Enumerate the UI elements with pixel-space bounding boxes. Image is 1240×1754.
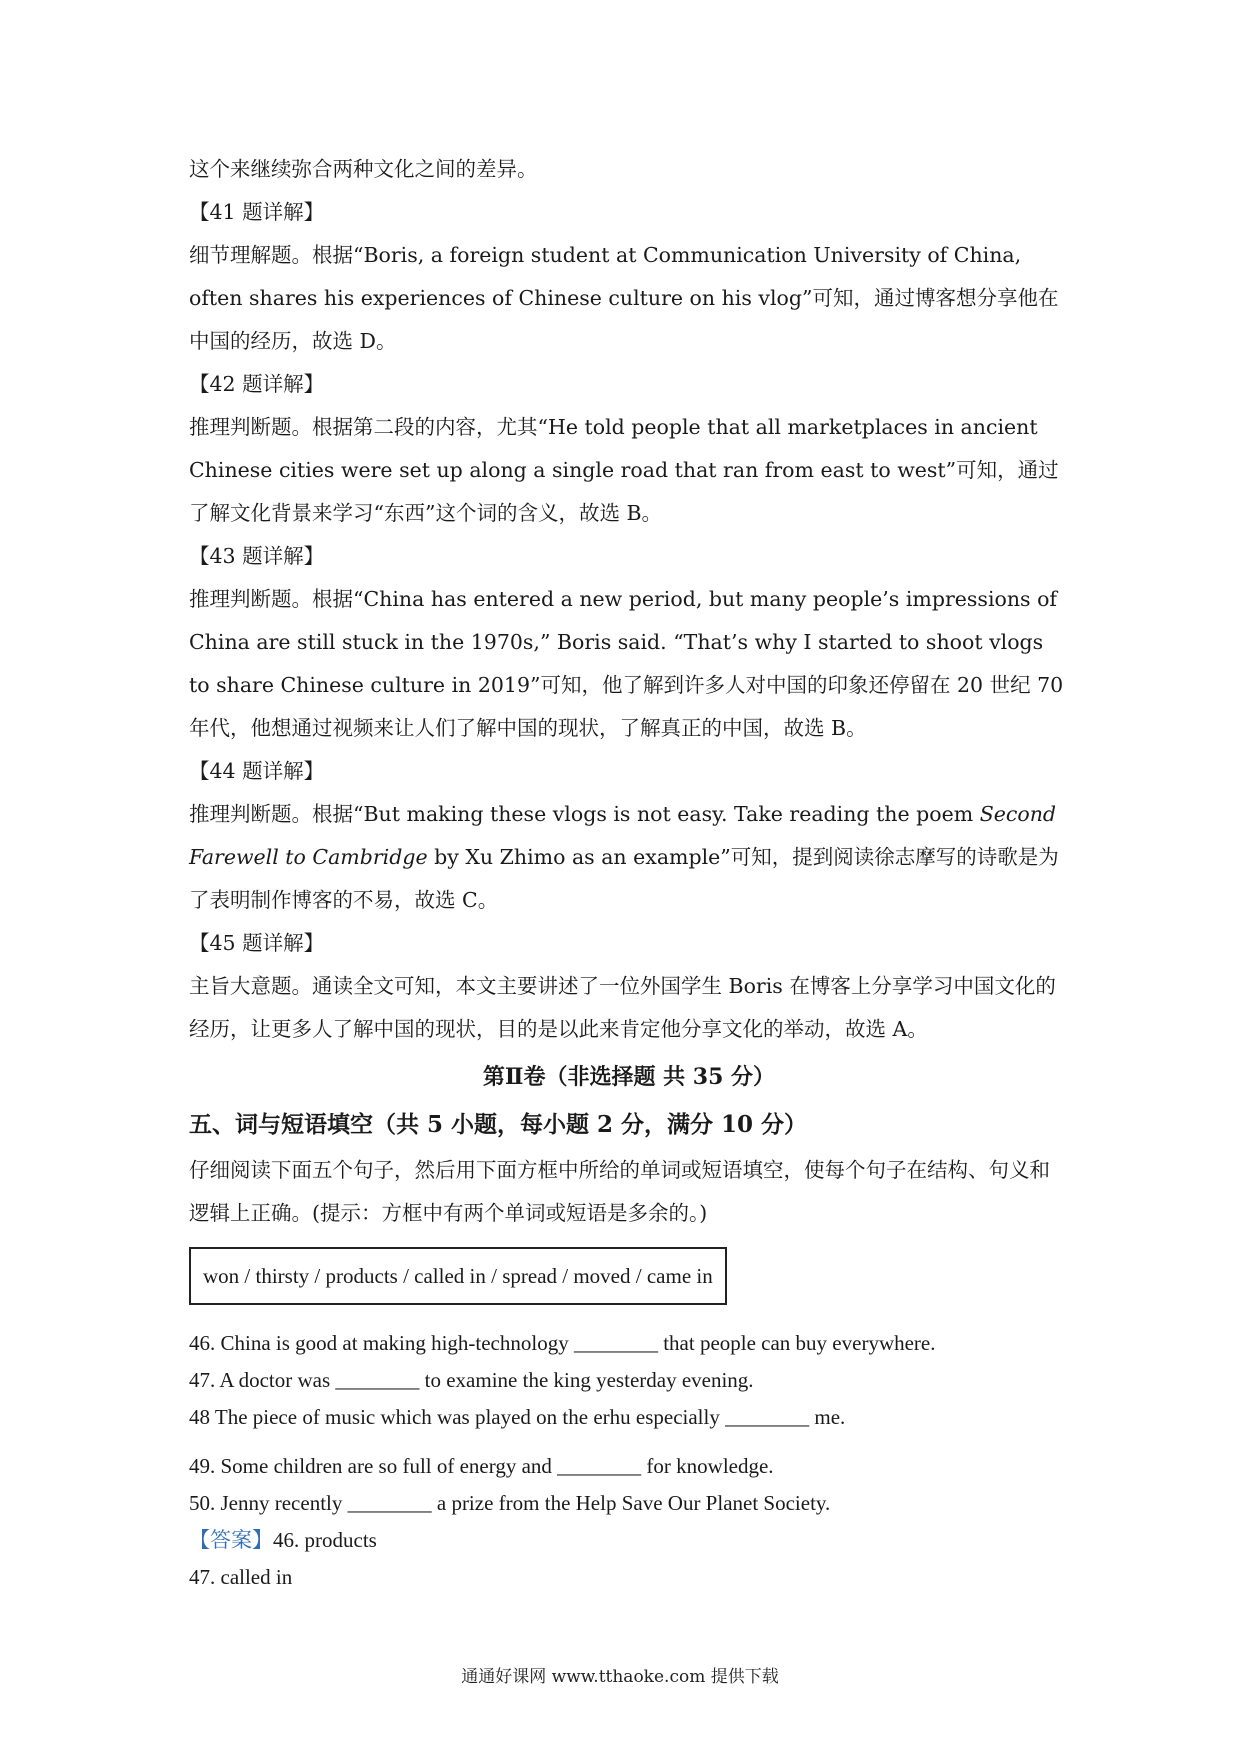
poem-title: Second Farewell to Cambridge bbox=[189, 802, 1057, 869]
q43-explanation: 推理判断题。根据“China has entered a new period, but many people’s impressions of China are still stuck in the 1970s,” Boris said. “That’s why I started to shoot vlogs to share Chinese culture in 2019”可知，他了解到许多人对中国的印象还停留在 20 世纪 70 年代，他想通过视频来让人们了解中国的现状，了解真正的中国，故选 B。 bbox=[189, 587, 1064, 740]
lead-sentence: 这个来继续弥合两种文化之间的差异。 bbox=[189, 157, 538, 181]
q45-explanation: 主旨大意题。通读全文可知，本文主要讲述了一位外国学生 Boris 在博客上分享学习中国文化的经历，让更多人了解中国的现状，目的是以此来肯定他分享文化的举动，故选 A。 bbox=[189, 974, 1056, 1041]
q41-heading: 【41 题详解】 bbox=[189, 200, 325, 224]
q43-heading: 【43 题详解】 bbox=[189, 544, 325, 568]
q41-explanation: 细节理解题。根据“Boris, a foreign student at Communication University of China, often shares his experiences of Chinese culture on his vlog”可知，通过博客想分享他在中国的经历，故选 D。 bbox=[189, 243, 1059, 353]
question-49: 49. Some children are so full of energy and ________ for knowledge. bbox=[189, 1454, 774, 1478]
answer-46: 46. products bbox=[273, 1528, 377, 1552]
page-content bbox=[189, 148, 1069, 1596]
instructions: 仔细阅读下面五个句子，然后用下面方框中所给的单词或短语填空，使每个句子在结构、句义和逻辑上正确。(提示：方框中有两个单词或短语是多余的。) bbox=[189, 1158, 1050, 1225]
q42-heading: 【42 题详解】 bbox=[189, 372, 325, 396]
q45-heading: 【45 题详解】 bbox=[189, 931, 325, 955]
section-title: 第Ⅱ卷（非选择题 共 35 分） bbox=[482, 1064, 776, 1090]
q44-heading: 【44 题详解】 bbox=[189, 759, 325, 783]
question-48: 48 The piece of music which was played on the erhu especially ________ me. bbox=[189, 1405, 846, 1429]
q44-text-after: by Xu Zhimo as an example”可知，提到阅读徐志摩写的诗歌是为了表明制作博客的不易，故选 C。 bbox=[189, 845, 1059, 912]
page-footer: 通通好课网 www.tthaoke.com 提供下载 bbox=[461, 1667, 779, 1687]
part-title: 五、词与短语填空（共 5 小题，每小题 2 分，满分 10 分） bbox=[189, 1111, 808, 1138]
question-50: 50. Jenny recently ________ a prize from the Help Save Our Planet Society. bbox=[189, 1491, 831, 1515]
q42-explanation: 推理判断题。根据第二段的内容，尤其“He told people that all marketplaces in ancient Chinese cities were set up along a single road that ran from east to west”可知，通过了解文化背景来学习“东西”这个词的含义，故选 B。 bbox=[189, 415, 1059, 525]
q44-explanation bbox=[189, 793, 1069, 922]
question-47: 47. A doctor was ________ to examine the king yesterday evening. bbox=[189, 1368, 754, 1392]
answer-tag: 【答案】 bbox=[189, 1528, 273, 1552]
q44-text-before: 推理判断题。根据“But making these vlogs is not easy. Take reading the poem bbox=[189, 802, 980, 826]
answer-line-46 bbox=[189, 1522, 1069, 1559]
answer-47: 47. called in bbox=[189, 1565, 293, 1589]
word-box: won / thirsty / products / called in / spread / moved / came in bbox=[189, 1247, 727, 1305]
question-46: 46. China is good at making high-technology ________ that people can buy everywhere. bbox=[189, 1331, 936, 1355]
